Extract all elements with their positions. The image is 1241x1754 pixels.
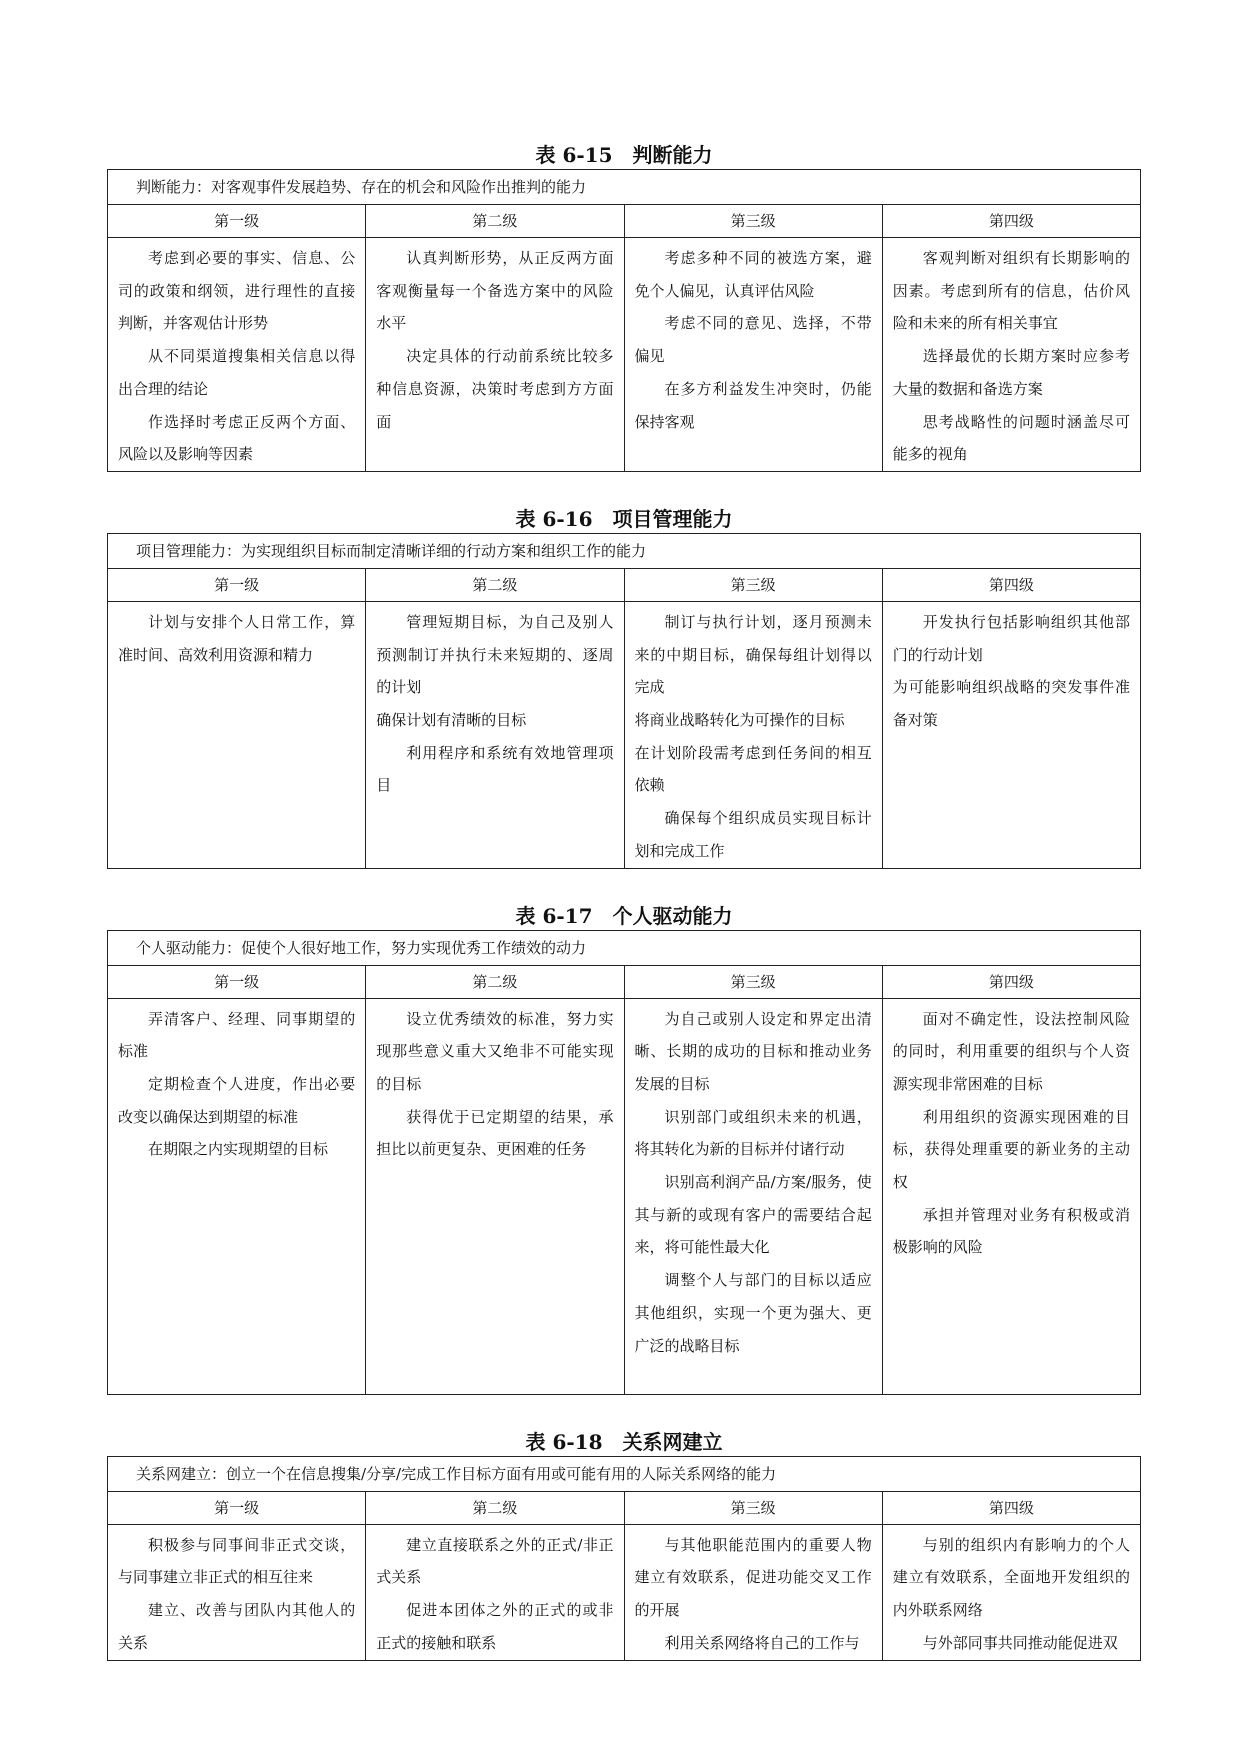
cell-paragraph: 利用组织的资源实现困难的目标，获得处理重要的新业务的主动权 [892, 1107, 1130, 1192]
level-cell [366, 1524, 624, 1660]
cell-paragraph: 考虑不同的意见、选择，不带偏见 [634, 314, 872, 366]
cell-paragraph: 获得优于已定期望的结果，承担比以前更复杂、更困难的任务 [376, 1107, 614, 1159]
cell-paragraph: 建立、改善与团队内其他人的关系 [118, 1600, 356, 1652]
level-cell [366, 238, 624, 472]
level-cell [882, 601, 1140, 868]
cell-paragraph: 确保每个组织成员实现目标计划和完成工作 [634, 809, 872, 860]
level-cell [882, 998, 1140, 1394]
cell-paragraph: 调整个人与部门的目标以适应其他组织，实现一个更为强大、更广泛的战略目标 [634, 1271, 872, 1355]
level-header: 第二级 [366, 205, 624, 238]
cell-paragraph: 定期检查个人进度，作出必要改变以确保达到期望的标准 [118, 1074, 356, 1126]
definition-cell: 个人驱动能力：促使个人很好地工作，努力实现优秀工作绩效的动力 [108, 930, 1141, 965]
cell-paragraph: 管理短期目标，为自己及别人预测制订并执行未来短期的、逐周的计划 [376, 612, 614, 697]
level-header: 第二级 [366, 568, 624, 601]
cell-paragraph: 从不同渠道搜集相关信息以得出合理的结论 [118, 347, 356, 398]
level-cell [624, 998, 882, 1394]
cell-paragraph: 为可能影响组织战略的突发事件准备对策 [892, 678, 1130, 730]
cell-paragraph: 认真判断形势，从正反两方面客观衡量每一个备选方案中的风险水平 [376, 249, 614, 333]
level-header: 第一级 [108, 205, 366, 238]
cell-paragraph: 在计划阶段需考虑到任务间的相互依赖 [634, 743, 872, 795]
level-cell [882, 1524, 1140, 1660]
level-header: 第一级 [108, 965, 366, 998]
level-header: 第三级 [624, 205, 882, 238]
level-cell [624, 238, 882, 472]
table-number: 表 6-16 [515, 506, 593, 531]
cell-paragraph: 决定具体的行动前系统比较多种信息资源，决策时考虑到方方面面 [376, 347, 614, 431]
cell-paragraph: 在期限之内实现期望的目标 [148, 1140, 329, 1159]
competency-table [107, 533, 1141, 869]
level-header: 第四级 [882, 205, 1140, 238]
cell-paragraph: 识别部门或组织未来的机遇，将其转化为新的目标并付诸行动 [634, 1107, 872, 1159]
table-number: 表 6-18 [525, 1429, 603, 1454]
table-title [107, 902, 1141, 930]
cell-paragraph: 为自己或别人设定和界定出清晰、长期的成功的目标和推动业务发展的目标 [634, 1009, 872, 1093]
table-name: 个人驱动能力 [612, 903, 733, 928]
cell-paragraph: 考虑到必要的事实、信息、公司的政策和纲领，进行理性的直接判断，并客观估计形势 [118, 249, 356, 333]
table-title [107, 141, 1141, 169]
table-number: 表 6-15 [535, 143, 613, 167]
cell-paragraph: 与其他职能范围内的重要人物建立有效联系，促进功能交叉工作的开展 [634, 1535, 872, 1619]
level-cell [624, 601, 882, 868]
cell-paragraph: 选择最优的长期方案时应参考大量的数据和备选方案 [892, 347, 1130, 398]
table-name: 判断能力 [632, 143, 713, 167]
competency-table [107, 930, 1141, 1395]
level-cell [882, 238, 1140, 472]
cell-paragraph: 思考战略性的问题时涵盖尽可能多的视角 [892, 412, 1130, 464]
cell-paragraph: 设立优秀绩效的标准，努力实现那些意义重大又绝非不可能实现的目标 [376, 1009, 614, 1093]
cell-paragraph: 建立直接联系之外的正式/非正式关系 [376, 1535, 614, 1587]
cell-paragraph: 积极参与同事间非正式交谈，与同事建立非正式的相互往来 [118, 1535, 356, 1587]
cell-paragraph: 开发执行包括影响组织其他部门的行动计划 [892, 612, 1130, 664]
cell-paragraph: 利用程序和系统有效地管理项目 [376, 743, 614, 795]
definition-cell: 判断能力：对客观事件发展趋势、存在的机会和风险作出推判的能力 [108, 170, 1141, 205]
cell-paragraph: 作选择时考虑正反两个方面、风险以及影响等因素 [118, 412, 356, 464]
table-name: 关系网建立 [622, 1429, 723, 1454]
competency-table [107, 169, 1141, 472]
cell-paragraph: 计划与安排个人日常工作，算准时间、高效利用资源和精力 [118, 612, 356, 664]
level-cell [624, 1524, 882, 1660]
level-cell [366, 601, 624, 868]
level-cell [108, 998, 366, 1394]
level-header: 第三级 [624, 1491, 882, 1524]
table-title [107, 1428, 1141, 1456]
cell-paragraph: 利用关系网络将自己的工作与 [664, 1633, 860, 1652]
cell-paragraph: 弄清客户、经理、同事期望的标准 [118, 1009, 356, 1061]
document-page [107, 0, 1141, 1661]
level-cell [108, 1524, 366, 1660]
cell-paragraph: 识别高利润产品/方案/服务，使其与新的或现有客户的需要结合起来，将可能性最大化 [634, 1173, 872, 1257]
level-header: 第四级 [882, 568, 1140, 601]
cell-paragraph: 客观判断对组织有长期影响的因素。考虑到所有的信息，估价风险和未来的所有相关事宜 [892, 249, 1130, 333]
cell-paragraph: 考虑多种不同的被选方案，避免个人偏见，认真评估风险 [634, 249, 872, 300]
competency-table [107, 1456, 1141, 1661]
cell-paragraph: 制订与执行计划，逐月预测未来的中期目标，确保每组计划得以完成 [634, 612, 872, 697]
cell-paragraph: 与别的组织内有影响力的个人建立有效联系，全面地开发组织的内外联系网络 [892, 1535, 1130, 1619]
level-cell [108, 238, 366, 472]
table-number: 表 6-17 [515, 903, 593, 928]
cell-paragraph: 承担并管理对业务有积极或消极影响的风险 [892, 1205, 1130, 1257]
definition-cell: 关系网建立：创立一个在信息搜集/分享/完成工作目标方面有用或可能有用的人际关系网络的能力 [108, 1456, 1141, 1491]
level-header: 第三级 [624, 965, 882, 998]
definition-cell: 项目管理能力：为实现组织目标而制定清晰详细的行动方案和组织工作的能力 [108, 533, 1141, 568]
cell-paragraph: 在多方利益发生冲突时，仍能保持客观 [634, 379, 872, 431]
cell-paragraph: 确保计划有清晰的目标 [376, 711, 527, 730]
level-header: 第四级 [882, 1491, 1140, 1524]
level-header: 第四级 [882, 965, 1140, 998]
level-header: 第三级 [624, 568, 882, 601]
table-title [107, 505, 1141, 533]
cell-paragraph: 将商业战略转化为可操作的目标 [634, 711, 845, 730]
cell-paragraph: 面对不确定性，设法控制风险的同时，利用重要的组织与个人资源实现非常困难的目标 [892, 1009, 1130, 1093]
cell-paragraph: 与外部同事共同推动能促进双 [922, 1633, 1118, 1652]
level-header: 第二级 [366, 1491, 624, 1524]
level-header: 第一级 [108, 1491, 366, 1524]
cell-paragraph: 促进本团体之外的正式的或非正式的接触和联系 [376, 1600, 614, 1652]
level-cell [108, 601, 366, 868]
level-cell [366, 998, 624, 1394]
level-header: 第一级 [108, 568, 366, 601]
level-header: 第二级 [366, 965, 624, 998]
table-name: 项目管理能力 [612, 506, 733, 531]
